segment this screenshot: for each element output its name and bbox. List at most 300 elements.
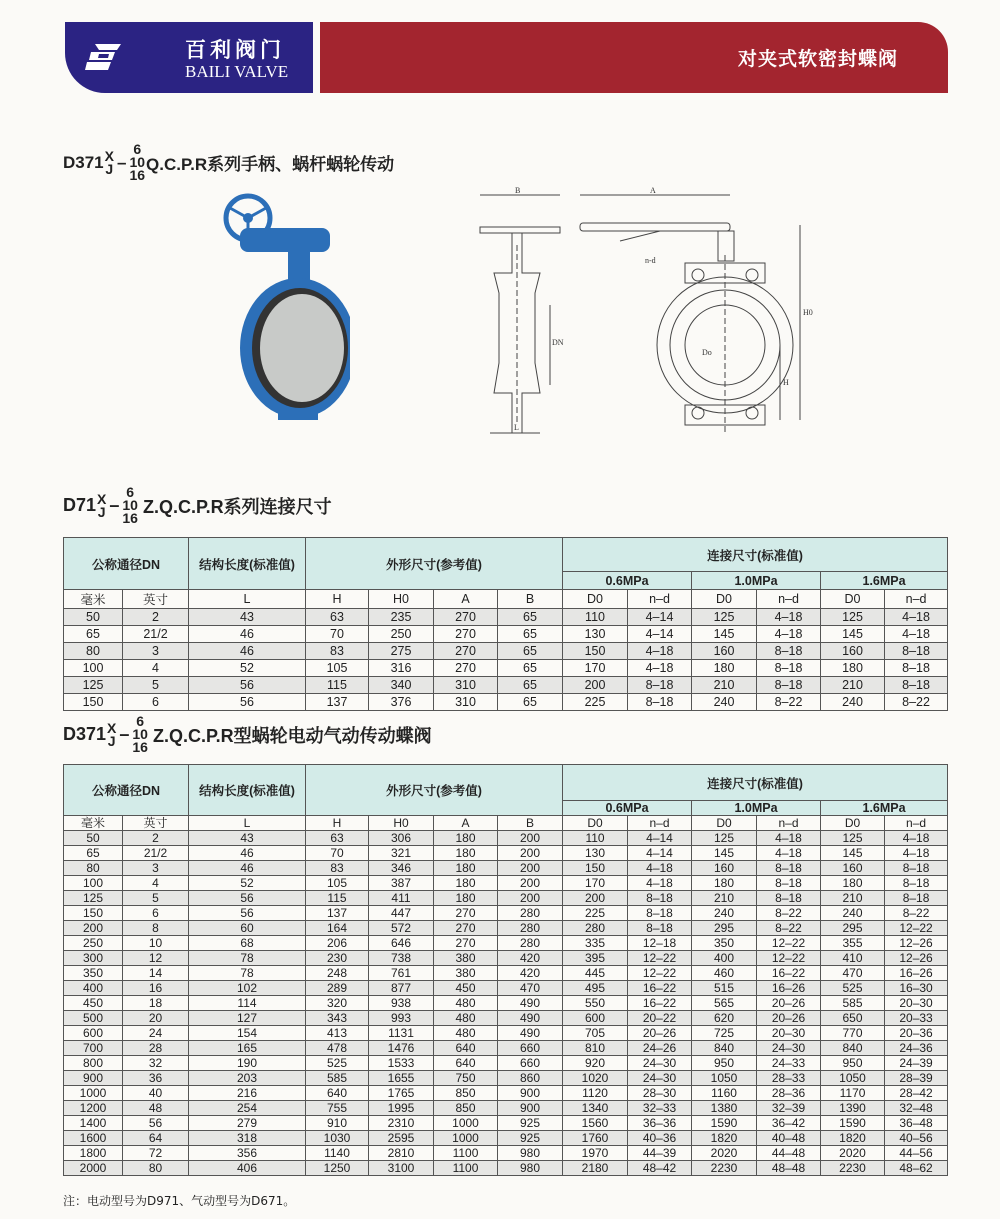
table-cell: 3100 (369, 1161, 434, 1176)
table-cell: 64 (123, 1131, 189, 1146)
table-row (64, 861, 948, 876)
table-cell: 8–18 (628, 677, 692, 694)
brand-name-en: BAILI VALVE (185, 62, 289, 81)
subheader-cell: H (306, 590, 369, 609)
table-cell: 80 (64, 861, 123, 876)
table-cell: 355 (821, 936, 885, 951)
table-cell: 295 (821, 921, 885, 936)
table-cell: 160 (821, 643, 885, 660)
table-cell: 705 (563, 1026, 628, 1041)
table-cell: 5 (123, 891, 189, 906)
table-cell: 24–30 (628, 1071, 692, 1086)
table-cell: 420 (498, 966, 563, 981)
stack-item: 16 (129, 167, 146, 183)
table-cell: 36–42 (757, 1116, 821, 1131)
table-cell: 8–22 (885, 906, 948, 921)
table-cell: 180 (434, 846, 498, 861)
table-cell: 56 (189, 906, 306, 921)
table-cell: 125 (821, 609, 885, 626)
table-cell: 65 (498, 626, 563, 643)
table-cell: 165 (189, 1041, 306, 1056)
table-cell: 145 (692, 626, 757, 643)
table-cell: 1995 (369, 1101, 434, 1116)
table-cell: 770 (821, 1026, 885, 1041)
table-cell: 125 (692, 609, 757, 626)
label-a: A (650, 186, 656, 195)
subheader-cell: D0 (821, 590, 885, 609)
table-row (64, 981, 948, 996)
table-cell: 1560 (563, 1116, 628, 1131)
table-cell: 65 (498, 694, 563, 711)
table-cell: 180 (434, 831, 498, 846)
table-cell: 180 (434, 876, 498, 891)
subheader-cell: A (434, 816, 498, 831)
subheader-cell: n–d (628, 590, 692, 609)
table-cell: 150 (563, 643, 628, 660)
table-cell: 43 (189, 609, 306, 626)
table-row (64, 966, 948, 981)
valve-photo (220, 188, 350, 428)
table-cell: 755 (306, 1101, 369, 1116)
label-h0: H0 (803, 308, 813, 317)
subheader-cell: 英寸 (123, 590, 189, 609)
table-cell: 28–42 (885, 1086, 948, 1101)
subheader-cell: H0 (369, 590, 434, 609)
table-cell: 24–33 (757, 1056, 821, 1071)
section-title-2 (63, 486, 332, 525)
stack-item: 16 (122, 510, 138, 526)
header-pressure-06: 0.6MPa (563, 801, 692, 816)
table-cell: 1160 (692, 1086, 757, 1101)
table-row (64, 694, 948, 711)
table-cell: 289 (306, 981, 369, 996)
table-cell: 4–18 (757, 609, 821, 626)
table-cell: 63 (306, 831, 369, 846)
table-cell: 127 (189, 1011, 306, 1026)
table-cell: 2 (123, 609, 189, 626)
table-cell: 44–39 (628, 1146, 692, 1161)
table-cell: 8–18 (757, 643, 821, 660)
table-cell: 12 (123, 951, 189, 966)
table-cell: 4–14 (628, 626, 692, 643)
table-cell: 8–18 (885, 876, 948, 891)
table-cell: 800 (64, 1056, 123, 1071)
table-cell: 12–22 (628, 966, 692, 981)
table-cell: 46 (189, 643, 306, 660)
table-cell: 376 (369, 694, 434, 711)
table-cell: 413 (306, 1026, 369, 1041)
table-cell: 2230 (821, 1161, 885, 1176)
subheader-row (64, 816, 948, 831)
table-cell: 447 (369, 906, 434, 921)
label-dn: DN (552, 338, 564, 347)
table-cell: 110 (563, 609, 628, 626)
table-cell: 470 (498, 981, 563, 996)
table-cell: 1655 (369, 1071, 434, 1086)
table-cell: 270 (434, 921, 498, 936)
brand-name-cn: 百利阀门 (185, 38, 285, 62)
table-row (64, 677, 948, 694)
table-cell: 420 (498, 951, 563, 966)
table-cell: 445 (563, 966, 628, 981)
table-cell: 248 (306, 966, 369, 981)
table-cell: 850 (434, 1101, 498, 1116)
table-cell: 21/2 (123, 626, 189, 643)
subheader-cell: n–d (628, 816, 692, 831)
table-cell: 321 (369, 846, 434, 861)
table-cell: 1020 (563, 1071, 628, 1086)
table-cell: 110 (563, 831, 628, 846)
table-cell: 495 (563, 981, 628, 996)
table-cell: 270 (434, 609, 498, 626)
subheader-cell: n–d (885, 590, 948, 609)
table-cell: 6 (123, 906, 189, 921)
table-cell: 154 (189, 1026, 306, 1041)
table-cell: 738 (369, 951, 434, 966)
table-cell: 572 (369, 921, 434, 936)
header-dn: 公称通径DN (64, 538, 189, 590)
table-cell: 40 (123, 1086, 189, 1101)
table-cell: 270 (434, 626, 498, 643)
table-cell: 4–18 (757, 846, 821, 861)
table-cell: 225 (563, 694, 628, 711)
table-cell: 950 (821, 1056, 885, 1071)
table-cell: 8–18 (628, 906, 692, 921)
header-pressure-16: 1.6MPa (821, 572, 948, 590)
table-cell: 16 (123, 981, 189, 996)
table-cell: 400 (64, 981, 123, 996)
subheader-cell: D0 (692, 816, 757, 831)
table-cell: 4 (123, 876, 189, 891)
table-cell: 68 (189, 936, 306, 951)
table-cell: 137 (306, 694, 369, 711)
table-cell: 4–14 (628, 831, 692, 846)
table-cell: 270 (434, 643, 498, 660)
table-cell: 387 (369, 876, 434, 891)
table-cell: 1400 (64, 1116, 123, 1131)
table-cell: 20–30 (885, 996, 948, 1011)
table-cell: 20–36 (885, 1026, 948, 1041)
table-cell: 56 (189, 677, 306, 694)
table-cell: 80 (123, 1161, 189, 1176)
table-cell: 1000 (434, 1131, 498, 1146)
table-cell: 490 (498, 1026, 563, 1041)
table-row (64, 846, 948, 861)
table-cell: 900 (64, 1071, 123, 1086)
table-cell: 340 (369, 677, 434, 694)
table-cell: 52 (189, 660, 306, 677)
table-cell: 225 (563, 906, 628, 921)
table-cell: 1131 (369, 1026, 434, 1041)
table-cell: 490 (498, 996, 563, 1011)
table-cell: 650 (821, 1011, 885, 1026)
table-cell: 206 (306, 936, 369, 951)
label-nd: n-d (645, 256, 656, 265)
table-cell: 8–18 (885, 643, 948, 660)
table-cell: 28–39 (885, 1071, 948, 1086)
table-cell: 50 (64, 831, 123, 846)
table-cell: 877 (369, 981, 434, 996)
table-cell: 470 (821, 966, 885, 981)
table-cell: 4–18 (885, 846, 948, 861)
table-cell: 12–22 (757, 951, 821, 966)
table-cell: 4–18 (628, 861, 692, 876)
table-cell: 83 (306, 643, 369, 660)
table-cell: 20–26 (757, 1011, 821, 1026)
subheader-cell: 毫米 (64, 816, 123, 831)
table-cell: 150 (64, 694, 123, 711)
table-row (64, 1026, 948, 1041)
table-cell: 850 (434, 1086, 498, 1101)
table-cell: 200 (498, 891, 563, 906)
table-cell: 1390 (821, 1101, 885, 1116)
table-cell: 200 (498, 846, 563, 861)
table-cell: 1590 (821, 1116, 885, 1131)
table-cell: 1100 (434, 1146, 498, 1161)
table-cell: 43 (189, 831, 306, 846)
table-cell: 125 (64, 891, 123, 906)
table-cell: 450 (64, 996, 123, 1011)
table-cell: 137 (306, 906, 369, 921)
table-cell: 4–18 (885, 609, 948, 626)
table-cell: 8–18 (757, 861, 821, 876)
table-cell: 270 (434, 660, 498, 677)
table-cell: 150 (64, 906, 123, 921)
subheader-cell: H (306, 816, 369, 831)
table-cell: 1476 (369, 1041, 434, 1056)
table-cell: 160 (692, 861, 757, 876)
table-cell: 938 (369, 996, 434, 1011)
table-cell: 318 (189, 1131, 306, 1146)
material-stack (97, 490, 107, 520)
subheader-cell: 毫米 (64, 590, 123, 609)
table-cell: 160 (692, 643, 757, 660)
table-cell: 980 (498, 1161, 563, 1176)
table-cell: 1140 (306, 1146, 369, 1161)
header-pressure-06: 0.6MPa (563, 572, 692, 590)
material-stack (104, 147, 114, 177)
table-cell: 46 (189, 846, 306, 861)
table-cell: 490 (498, 1011, 563, 1026)
table-cell: 310 (434, 694, 498, 711)
table-cell: 114 (189, 996, 306, 1011)
table-cell: 3 (123, 643, 189, 660)
table-cell: 900 (498, 1101, 563, 1116)
table-cell: 8–18 (628, 891, 692, 906)
header-outline: 外形尺寸(参考值) (306, 765, 563, 816)
table-cell: 78 (189, 951, 306, 966)
table-cell: 235 (369, 609, 434, 626)
table-cell: 20–33 (885, 1011, 948, 1026)
table-cell: 410 (821, 951, 885, 966)
table-cell: 145 (692, 846, 757, 861)
table-cell: 2020 (821, 1146, 885, 1161)
table-cell: 230 (306, 951, 369, 966)
table-cell: 24–30 (757, 1041, 821, 1056)
label-do: Do (702, 348, 712, 357)
table-cell: 275 (369, 643, 434, 660)
table-cell: 500 (64, 1011, 123, 1026)
subheader-cell: D0 (563, 816, 628, 831)
stack-item: 16 (132, 739, 148, 755)
subheader-cell: D0 (692, 590, 757, 609)
table-cell: 125 (692, 831, 757, 846)
table-cell: 164 (306, 921, 369, 936)
table-row (64, 626, 948, 643)
table-cell: 1590 (692, 1116, 757, 1131)
table-row (64, 609, 948, 626)
table-cell: 70 (306, 846, 369, 861)
table-cell: 380 (434, 951, 498, 966)
table-cell: 14 (123, 966, 189, 981)
dimension-drawing (470, 185, 830, 445)
table-cell: 320 (306, 996, 369, 1011)
table-cell: 8–22 (757, 694, 821, 711)
subheader-cell: B (498, 590, 563, 609)
table-cell: 565 (692, 996, 757, 1011)
stack-item: 10 (129, 154, 146, 170)
dash: – (109, 495, 120, 515)
table-cell: 170 (563, 660, 628, 677)
stack-item: 10 (132, 726, 148, 742)
table-cell: 2310 (369, 1116, 434, 1131)
table-cell: 1380 (692, 1101, 757, 1116)
table-cell: 254 (189, 1101, 306, 1116)
table-cell: 460 (692, 966, 757, 981)
table-cell: 105 (306, 876, 369, 891)
table-cell: 180 (821, 660, 885, 677)
table-cell: 210 (821, 891, 885, 906)
subheader-cell: H0 (369, 816, 434, 831)
table-cell: 80 (64, 643, 123, 660)
table-cell: 20–30 (757, 1026, 821, 1041)
table-cell: 8–22 (757, 921, 821, 936)
table-cell: 8–18 (885, 677, 948, 694)
table-cell: 200 (498, 831, 563, 846)
table-row (64, 1131, 948, 1146)
table-cell: 8–18 (757, 660, 821, 677)
table-cell: 4–14 (628, 846, 692, 861)
table-cell: 65 (498, 660, 563, 677)
table-cell: 1030 (306, 1131, 369, 1146)
connection-size-table (63, 537, 948, 711)
table-cell: 4–18 (628, 660, 692, 677)
section-title-3 (63, 715, 432, 754)
table-cell: 270 (434, 906, 498, 921)
actuated-valve-table (63, 764, 948, 1176)
table-cell: 46 (189, 861, 306, 876)
table-cell: 1600 (64, 1131, 123, 1146)
table-cell: 1050 (821, 1071, 885, 1086)
stack-item: J (97, 503, 106, 520)
table-row (64, 921, 948, 936)
stack-item: J (107, 732, 116, 749)
header-length: 结构长度(标准值) (189, 538, 306, 590)
table-cell: 840 (821, 1041, 885, 1056)
stack-item: 6 (126, 484, 135, 500)
table-cell: 585 (306, 1071, 369, 1086)
table-cell: 56 (123, 1116, 189, 1131)
table-cell: 32 (123, 1056, 189, 1071)
table-cell: 40–56 (885, 1131, 948, 1146)
table-cell: 12–26 (885, 951, 948, 966)
table-cell: 810 (563, 1041, 628, 1056)
subheader-row (64, 590, 948, 609)
table-cell: 250 (64, 936, 123, 951)
subheader-cell: n–d (757, 590, 821, 609)
table-cell: 620 (692, 1011, 757, 1026)
table-cell: 65 (498, 677, 563, 694)
table-cell: 180 (692, 876, 757, 891)
table-cell: 1000 (434, 1116, 498, 1131)
table-cell: 300 (64, 951, 123, 966)
table-cell: 150 (563, 861, 628, 876)
material-stack (107, 719, 117, 749)
table-cell: 1970 (563, 1146, 628, 1161)
table-cell: 2230 (692, 1161, 757, 1176)
stack-item: X (97, 490, 107, 507)
table-cell: 1000 (64, 1086, 123, 1101)
table-cell: 125 (64, 677, 123, 694)
table-cell: 306 (369, 831, 434, 846)
table-cell: 190 (189, 1056, 306, 1071)
table-cell: 130 (563, 846, 628, 861)
model-suffix: Q.C.P.R系列手柄、蜗杆蜗轮传动 (146, 155, 395, 174)
table-cell: 1340 (563, 1101, 628, 1116)
table-cell: 380 (434, 966, 498, 981)
table-cell: 280 (498, 906, 563, 921)
subheader-cell: n–d (757, 816, 821, 831)
header-length: 结构长度(标准值) (189, 765, 306, 816)
table-cell: 350 (692, 936, 757, 951)
table-cell: 1800 (64, 1146, 123, 1161)
table-cell: 1200 (64, 1101, 123, 1116)
table-cell: 48–62 (885, 1161, 948, 1176)
table-cell: 350 (64, 966, 123, 981)
table-cell: 4–18 (885, 831, 948, 846)
table-cell: 395 (563, 951, 628, 966)
table-cell: 20–26 (628, 1026, 692, 1041)
table-cell: 8–18 (757, 891, 821, 906)
table-cell: 250 (369, 626, 434, 643)
subheader-cell: 英寸 (123, 816, 189, 831)
table-cell: 2020 (692, 1146, 757, 1161)
table-cell: 980 (498, 1146, 563, 1161)
table-cell: 56 (189, 694, 306, 711)
table-cell: 32–33 (628, 1101, 692, 1116)
table-cell: 2595 (369, 1131, 434, 1146)
table-row (64, 1146, 948, 1161)
subheader-cell: D0 (563, 590, 628, 609)
table-row (64, 1086, 948, 1101)
table-cell: 102 (189, 981, 306, 996)
table-cell: 1120 (563, 1086, 628, 1101)
table-cell: 1765 (369, 1086, 434, 1101)
table-cell: 12–22 (757, 936, 821, 951)
table-cell: 280 (563, 921, 628, 936)
table-row (64, 891, 948, 906)
table-cell: 20–26 (757, 996, 821, 1011)
model-suffix: Z.Q.C.P.R型蜗轮电动气动传动蝶阀 (152, 725, 432, 746)
table-cell: 28–36 (757, 1086, 821, 1101)
pressure-stack (122, 486, 138, 525)
table-cell: 6 (123, 694, 189, 711)
table-cell: 1760 (563, 1131, 628, 1146)
model-prefix: D371 (63, 724, 107, 744)
table-cell: 8–22 (885, 694, 948, 711)
table-row (64, 831, 948, 846)
table-cell: 16–22 (757, 966, 821, 981)
